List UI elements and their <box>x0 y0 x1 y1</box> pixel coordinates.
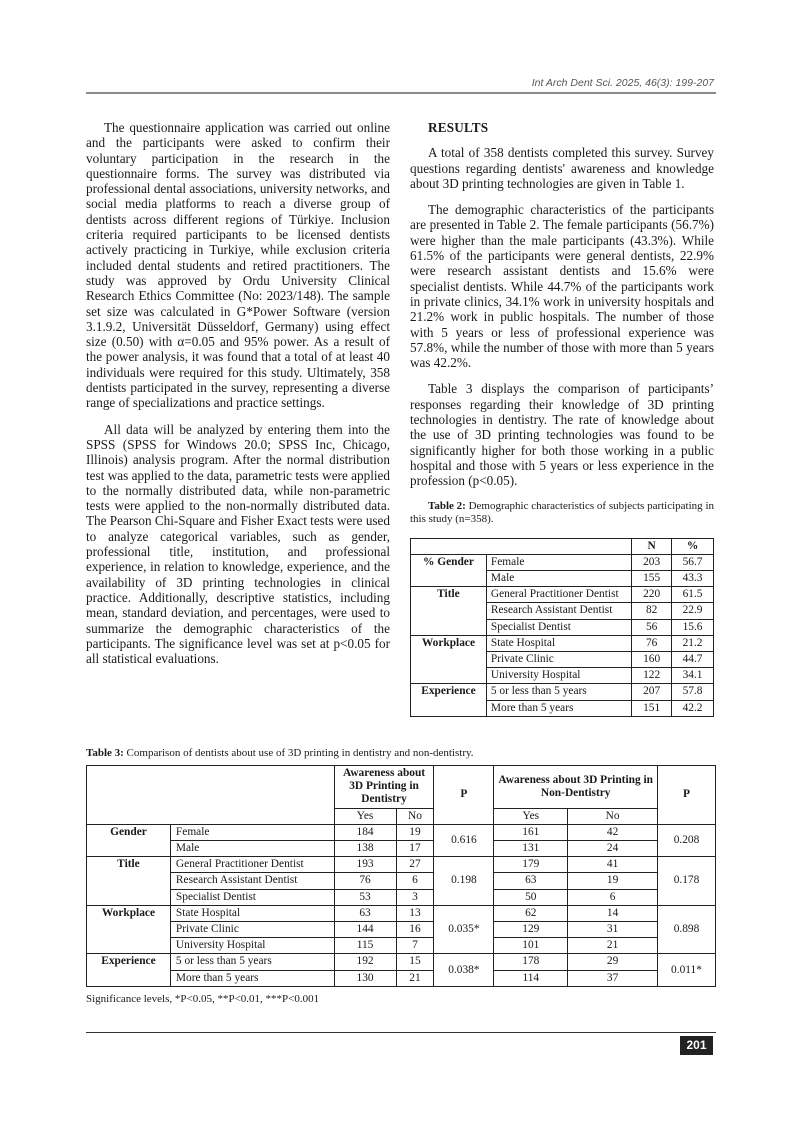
table2-row-label: Female <box>486 554 631 570</box>
table3-cell: 63 <box>334 905 396 921</box>
table2-row-label: General Practitioner Dentist <box>486 587 631 603</box>
table3-header-p1: P <box>434 766 494 825</box>
table3-header-dentistry: Awareness about 3D Printing in Dentistry <box>334 766 434 809</box>
table3-row-label: More than 5 years <box>170 970 334 986</box>
table3-group-title: Title <box>87 857 171 906</box>
table3-row-label: General Practitioner Dentist <box>170 857 334 873</box>
table3-p-value: 0.898 <box>658 905 716 954</box>
journal-issue: 2025, 46(3): 199-207 <box>615 77 714 89</box>
table-row <box>411 554 714 570</box>
table2-caption-text: Demographic characteristics of subjects participating in this study (n=358). <box>410 499 714 526</box>
table2-header-row <box>411 538 714 554</box>
table3-cell: 21 <box>568 938 658 954</box>
table3-cell: 24 <box>568 841 658 857</box>
table-row <box>411 668 714 684</box>
table3-row-label: Female <box>170 824 334 840</box>
table3-cell: 41 <box>568 857 658 873</box>
table2-cell-n: 207 <box>632 684 672 700</box>
table-row <box>87 873 716 889</box>
table3-caption-label: Table 3: <box>86 747 124 759</box>
table3-row-label: Specialist Dentist <box>170 889 334 905</box>
table2-row-label: University Hospital <box>486 668 631 684</box>
table3-p-value: 0.208 <box>658 824 716 856</box>
table2-group-spacer <box>411 668 487 684</box>
table-row <box>411 651 714 667</box>
table2-cell-pct: 21.2 <box>672 635 714 651</box>
table3-cell: 192 <box>334 954 396 970</box>
table2-cell-pct: 42.2 <box>672 700 714 716</box>
table2-row-label: Male <box>486 570 631 586</box>
table3-cell: 3 <box>396 889 434 905</box>
table2-cell-n: 82 <box>632 603 672 619</box>
results-paragraph-2: The demographic characteristics of the participants are presented in Table 2. The female participants (56.7%) were higher than the male participants (43.3%). While 61.5% of the participants were general dentists, 22.9% were research assistant dentists and 15.6% were specialist dentists. While 44.7% of the participants work in private clinics, 34.1% work in university hospitals and 21.2% work in public hospitals. The number of those with 5 years or less of professional experience was 57.8%, while the number of those with more than 5 years was 42.2%. <box>410 202 714 371</box>
table3-group-workplace: Workplace <box>87 905 171 954</box>
table3-cell: 19 <box>396 824 434 840</box>
journal-name: Int Arch Dent Sci. <box>531 77 613 89</box>
table3-row-label: 5 or less than 5 years <box>170 954 334 970</box>
results-heading: RESULTS <box>428 120 489 135</box>
table3-header-blank-2 <box>170 766 334 825</box>
table3-p-value: 0.198 <box>434 857 494 906</box>
table2-cell-pct: 57.8 <box>672 684 714 700</box>
table2-cell-n: 76 <box>632 635 672 651</box>
table2-cell-pct: 56.7 <box>672 554 714 570</box>
table2-caption <box>410 500 714 527</box>
table-row <box>411 570 714 586</box>
table2-group-spacer <box>411 603 487 619</box>
table3-cell: 130 <box>334 970 396 986</box>
bottom-rule <box>86 1032 716 1033</box>
table3-p-value: 0.011* <box>658 954 716 986</box>
table2-cell-n: 220 <box>632 587 672 603</box>
table3-cell: 6 <box>568 889 658 905</box>
table2-cell-n: 155 <box>632 570 672 586</box>
table2 <box>410 538 714 717</box>
table2-cell-n: 56 <box>632 619 672 635</box>
table-row <box>87 938 716 954</box>
table-row <box>411 603 714 619</box>
table2-group-spacer <box>411 619 487 635</box>
table3-header-non-dentistry: Awareness about 3D Printing in Non-Dentistry <box>494 766 658 809</box>
table-row <box>87 922 716 938</box>
table3-cell: 114 <box>494 970 568 986</box>
table3-cell: 115 <box>334 938 396 954</box>
table3-cell: 62 <box>494 905 568 921</box>
table3-cell: 184 <box>334 824 396 840</box>
left-column <box>86 120 390 677</box>
table3-cell: 27 <box>396 857 434 873</box>
table2-header-blank <box>411 538 487 554</box>
table-row <box>87 954 716 970</box>
table3-cell: 178 <box>494 954 568 970</box>
table3-row-label: Research Assistant Dentist <box>170 873 334 889</box>
table-row <box>87 905 716 921</box>
table3-p-value: 0.035* <box>434 905 494 954</box>
table-row <box>411 635 714 651</box>
top-rule <box>86 92 716 94</box>
table3-sub-yes: Yes <box>334 808 396 824</box>
table3-caption <box>86 747 474 759</box>
table3-cell: 50 <box>494 889 568 905</box>
table2-caption-label: Table 2: <box>428 499 466 512</box>
table3-cell: 131 <box>494 841 568 857</box>
right-column <box>410 120 714 717</box>
table3-header-p2: P <box>658 766 716 825</box>
table3-cell: 6 <box>396 873 434 889</box>
table3-cell: 129 <box>494 922 568 938</box>
table2-group-title: Title <box>411 587 487 603</box>
table2-row-label: 5 or less than 5 years <box>486 684 631 700</box>
table3-cell: 17 <box>396 841 434 857</box>
table3-cell: 13 <box>396 905 434 921</box>
table2-cell-pct: 43.3 <box>672 570 714 586</box>
table-row <box>411 619 714 635</box>
table3-cell: 31 <box>568 922 658 938</box>
table-row <box>87 889 716 905</box>
table3-sub-yes: Yes <box>494 808 568 824</box>
table2-group-experience: Experience <box>411 684 487 700</box>
table3 <box>86 765 716 987</box>
table3-cell: 101 <box>494 938 568 954</box>
table3-row-label: Private Clinic <box>170 922 334 938</box>
table-row <box>411 587 714 603</box>
table3-cell: 42 <box>568 824 658 840</box>
table3-cell: 179 <box>494 857 568 873</box>
table-row <box>87 970 716 986</box>
table-row <box>87 841 716 857</box>
table3-cell: 37 <box>568 970 658 986</box>
table3-cell: 21 <box>396 970 434 986</box>
table2-header-n: N <box>632 538 672 554</box>
table2-cell-pct: 44.7 <box>672 651 714 667</box>
table3-p-value: 0.038* <box>434 954 494 986</box>
table3-p-value: 0.616 <box>434 824 494 856</box>
table3-group-gender: Gender <box>87 824 171 856</box>
results-paragraph-1: A total of 358 dentists completed this survey. Survey questions regarding dentists' awareness and knowledge about 3D printing technologies are given in Table 1. <box>410 145 714 191</box>
table3-cell: 63 <box>494 873 568 889</box>
table3-group-experience: Experience <box>87 954 171 986</box>
table3-cell: 14 <box>568 905 658 921</box>
table2-row-label: Specialist Dentist <box>486 619 631 635</box>
table2-row-label: More than 5 years <box>486 700 631 716</box>
table2-group-spacer <box>411 700 487 716</box>
table3-header-blank <box>87 766 171 825</box>
table3-footnote: Significance levels, *P<0.05, **P<0.01, ***P<0.001 <box>86 993 320 1005</box>
table3-cell: 16 <box>396 922 434 938</box>
table2-cell-n: 160 <box>632 651 672 667</box>
table3-header-row <box>87 766 716 809</box>
table2-row-label: State Hospital <box>486 635 631 651</box>
table2-cell-pct: 15.6 <box>672 619 714 635</box>
table3-sub-no: No <box>568 808 658 824</box>
table2-row-label: Research Assistant Dentist <box>486 603 631 619</box>
table3-p-value: 0.178 <box>658 857 716 906</box>
table3-cell: 19 <box>568 873 658 889</box>
table2-group-workplace: Workplace <box>411 635 487 651</box>
table3-caption-text: Comparison of dentists about use of 3D printing in dentistry and non-dentistry. <box>123 747 474 759</box>
table3-cell: 15 <box>396 954 434 970</box>
table2-group-spacer <box>411 651 487 667</box>
table2-row-label: Private Clinic <box>486 651 631 667</box>
table2-cell-pct: 61.5 <box>672 587 714 603</box>
table3-cell: 161 <box>494 824 568 840</box>
results-paragraph-3: Table 3 displays the comparison of participants’ responses regarding their knowledge of 3D printing technologies in dentistry. The rate of knowledge about the use of 3D printing technologies was found to be significantly higher for both those working in a public hospital and those with 5 years or less experience in the profession (p<0.05). <box>410 381 714 489</box>
table3-cell: 193 <box>334 857 396 873</box>
table3-row-label: University Hospital <box>170 938 334 954</box>
table2-cell-n: 122 <box>632 668 672 684</box>
table3-sub-no: No <box>396 808 434 824</box>
methods-paragraph-2: All data will be analyzed by entering them into the SPSS (SPSS for Windows 20.0; SPSS Inc, Chicago, Illinois) analysis program. After the normal distribution test was applied to the data, parametric tests were applied to the normally distributed data, while non-parametric tests were applied to the non-normally distributed data. The Pearson Chi-Square and Fisher Exact tests were used to analyze categorical variables, such as gender, professional title, institution, and professional experience, in relation to knowledge, experience, and the availability of 3D printing technologies in clinical practice. Additionally, descriptive statistics, including mean, standard deviation, and percentages, were used to summarize the demographic characteristics of the participants. The significance level was set at p<0.05 for all statistical evaluations. <box>86 421 390 667</box>
table2-cell-n: 151 <box>632 700 672 716</box>
running-head <box>532 77 714 89</box>
methods-paragraph-1: The questionnaire application was carried out online and the participants were asked to confirm their voluntary participation in the research in the questionnaire forms. The survey was distributed via professional dental associations, university networks, and social media platforms to reach a diverse group of dentists across different regions of Türkiye. Inclusion criteria required participants to be licensed dentists actively practicing in Turkiye, while exclusion criteria included dental students and retired practitioners. The study was approved by Ordu University Clinical Research Ethics Committee (No: 2023/148). The sample set size was calculated in G*Power Software (version 3.1.9.2, Universität Düsseldorf, Germany) using effect size (0.50) with α=0.05 and 95% power. As a result of the power analysis, it was found that a total of at least 40 individuals were required for this study. Ultimately, 358 dentists participated in the survey, representing a diverse range of specializations and practice settings. <box>86 120 390 411</box>
table3-cell: 138 <box>334 841 396 857</box>
table2-header-pct: % <box>672 538 714 554</box>
table3-row-label: Male <box>170 841 334 857</box>
table2-cell-pct: 34.1 <box>672 668 714 684</box>
table2-group-gender: % Gender <box>411 554 487 570</box>
table3-row-label: State Hospital <box>170 905 334 921</box>
page-number: 201 <box>680 1036 713 1055</box>
table3-cell: 29 <box>568 954 658 970</box>
table3-cell: 7 <box>396 938 434 954</box>
table-row <box>87 824 716 840</box>
table3-cell: 144 <box>334 922 396 938</box>
table3-cell: 53 <box>334 889 396 905</box>
table3-cell: 76 <box>334 873 396 889</box>
table-row <box>411 684 714 700</box>
table2-cell-n: 203 <box>632 554 672 570</box>
table-row <box>87 857 716 873</box>
table-row <box>411 700 714 716</box>
table2-header-blank-2 <box>486 538 631 554</box>
table2-group-spacer <box>411 570 487 586</box>
table2-cell-pct: 22.9 <box>672 603 714 619</box>
